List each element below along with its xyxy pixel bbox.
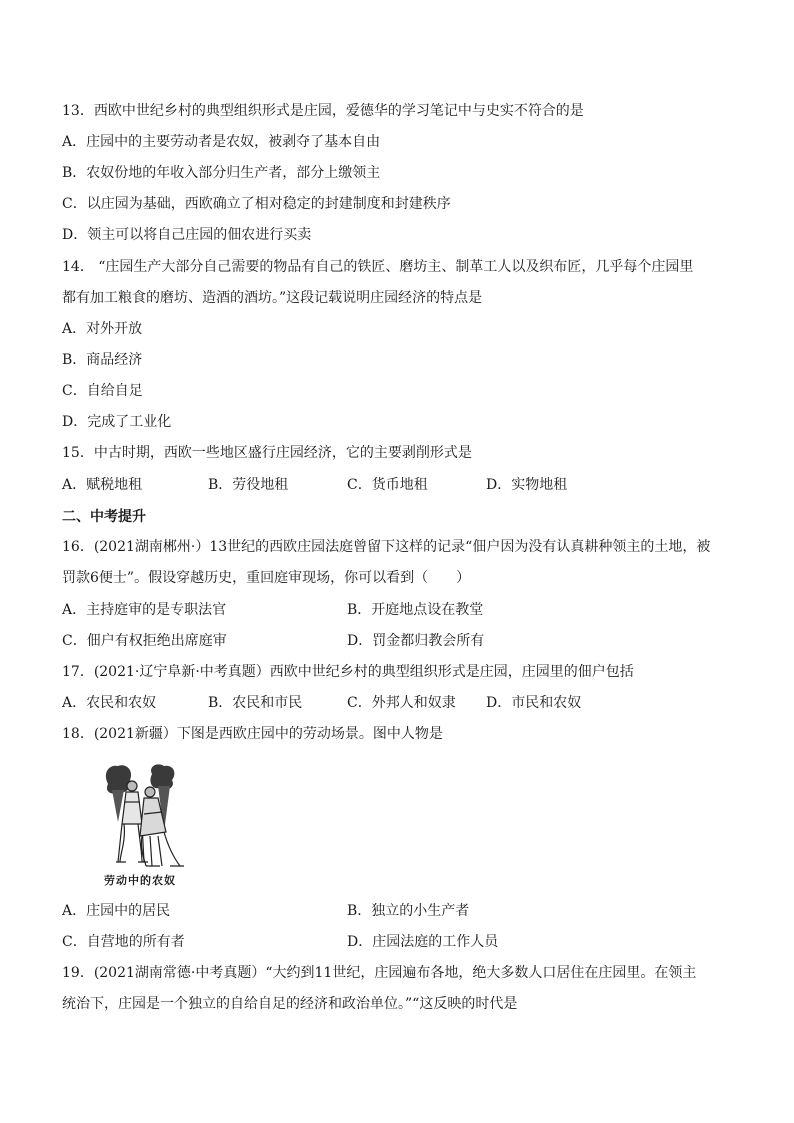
- q13-option-d[interactable]: D．领主可以将自己庄园的佃农进行买卖: [62, 227, 312, 243]
- q14-option-c[interactable]: C．自给自足: [62, 383, 143, 399]
- q17-option-a[interactable]: A．农民和农奴: [62, 695, 157, 711]
- q16-stem-line1: 16．(2021湖南郴州·）13世纪的西欧庄园法庭曾留下这样的记录“佃户因为没有认真耕种领主的土地，被: [62, 539, 711, 555]
- q17-option-c[interactable]: C．外邦人和奴隶: [347, 695, 456, 711]
- q18-stem: 18．(2021新疆）下图是西欧庄园中的劳动场景。图中人物是: [62, 726, 443, 742]
- q15-option-d[interactable]: D．实物地租: [486, 477, 568, 493]
- q19-stem-line1: 19．(2021湖南常德·中考真题）“大约到11世纪，庄园遍布各地，绝大多数人口居住在庄园里。在领主: [62, 965, 697, 981]
- q13-option-c[interactable]: C．以庄园为基础，西欧确立了相对稳定的封建制度和封建秩序: [62, 196, 451, 212]
- q15-option-c[interactable]: C．货币地租: [347, 477, 428, 493]
- q18-option-d[interactable]: D．庄园法庭的工作人员: [347, 934, 499, 950]
- q18-option-c[interactable]: C．自营地的所有者: [62, 934, 185, 950]
- q17-stem: 17．(2021·辽宁阜新·中考真题）西欧中世纪乡村的典型组织形式是庄园，庄园里的佃户包括: [62, 664, 634, 680]
- q13-option-a[interactable]: A．庄园中的主要劳动者是农奴，被剥夺了基本自由: [62, 134, 381, 150]
- q16-option-c[interactable]: C．佃户有权拒绝出席庭审: [62, 633, 227, 649]
- q14-stem-line1: 14． “庄园生产大部分自己需要的物品有自己的铁匠、磨坊主、制革工人以及织布匠，几乎每个庄园里: [62, 259, 694, 275]
- q14-stem-line2: 都有加工粮食的磨坊、造酒的酒坊。”这段记载说明庄园经济的特点是: [62, 290, 483, 306]
- q17-option-b[interactable]: B．农民和市民: [208, 695, 303, 711]
- q16-option-a[interactable]: A．主持庭审的是专职法官: [62, 602, 227, 618]
- section-heading: 二、中考提升: [62, 509, 146, 525]
- q19-stem-line2: 统治下，庄园是一个独立的自给自足的经济和政治单位。”“这反映的时代是: [62, 996, 518, 1012]
- q13-stem: 13．西欧中世纪乡村的典型组织形式是庄园，爱德华的学习笔记中与史实不符合的是: [62, 103, 584, 119]
- q14-option-a[interactable]: A．对外开放: [62, 321, 143, 337]
- figure-caption: 劳动中的农奴: [104, 874, 176, 887]
- q14-option-b[interactable]: B．商品经济: [62, 352, 143, 368]
- q16-option-b[interactable]: B．开庭地点设在教堂: [347, 602, 484, 618]
- q15-option-b[interactable]: B．劳役地租: [208, 477, 289, 493]
- q16-stem-line2: 罚款6便士”。假设穿越历史，重回庭审现场，你可以看到（ ）: [62, 570, 471, 586]
- q17-option-d[interactable]: D．市民和农奴: [486, 695, 582, 711]
- q14-option-d[interactable]: D．完成了工业化: [62, 414, 172, 430]
- q16-option-d[interactable]: D．罚金都归教会所有: [347, 633, 485, 649]
- q13-option-b[interactable]: B．农奴份地的年收入部分归生产者，部分上缴领主: [62, 165, 381, 181]
- q18-option-a[interactable]: A．庄园中的居民: [62, 903, 171, 919]
- q18-option-b[interactable]: B．独立的小生产者: [347, 903, 470, 919]
- q15-option-a[interactable]: A．赋税地租: [62, 477, 143, 493]
- serfs-labor-illustration: [100, 762, 192, 890]
- q15-stem: 15．中古时期，西欧一些地区盛行庄园经济，它的主要剥削形式是: [62, 445, 472, 461]
